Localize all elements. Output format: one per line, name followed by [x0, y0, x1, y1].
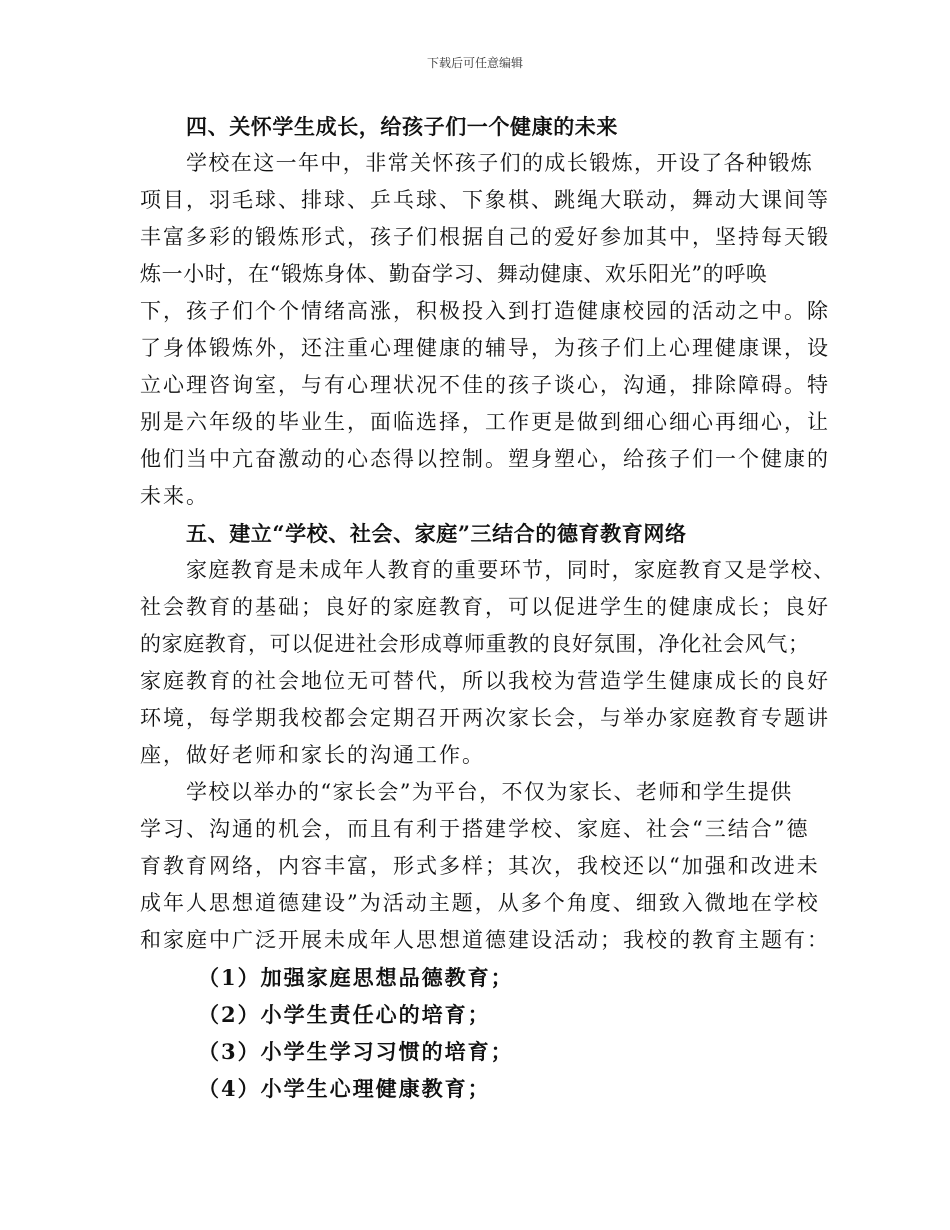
paragraph-line: 他们当中亢奋激动的心态得以控制。塑身塑心，给孩子们一个健康的 — [140, 447, 830, 471]
list-item: （2）小学生责任心的培育； — [198, 1002, 491, 1027]
paragraph-line: 座，做好老师和家长的沟通工作。 — [140, 743, 485, 767]
paragraph-line: 下，孩子们个个情绪高涨，积极投入到打造健康校园的活动之中。除 — [140, 299, 830, 323]
paragraph-line: 的家庭教育，可以促进社会形成尊师重教的良好氛围，净化社会风气； — [140, 632, 810, 656]
document-body — [140, 108, 836, 1107]
paragraph-line: 别是六年级的毕业生，面临选择，工作更是做到细心细心再细心，让 — [140, 410, 830, 434]
paragraph-line: 育教育网络，内容丰富，形式多样；其次，我校还以“加强和改进未 — [140, 854, 820, 878]
paragraph-line: 炼一小时，在“锻炼身体、勤奋学习、舞动健康、欢乐阳光”的呼唤 — [140, 262, 768, 286]
paragraph-line: 环境，每学期我校都会定期召开两次家长会，与举办家庭教育专题讲 — [140, 706, 830, 730]
paragraph-line: 学习、沟通的机会，而且有利于搭建学校、家庭、社会“三结合”德 — [140, 817, 810, 841]
paragraph-line: 立心理咨询室，与有心理状况不佳的孩子谈心，沟通，排除障碍。特 — [140, 373, 830, 397]
page-header: 下载后可任意编辑 — [426, 56, 523, 70]
paragraph-line: 学校以举办的“家长会”为平台，不仅为家长、老师和学生提供 — [186, 780, 793, 804]
paragraph-line: 社会教育的基础；良好的家庭教育，可以促进学生的健康成长；良好 — [140, 595, 830, 619]
paragraph-line: 项目，羽毛球、排球、乒乓球、下象棋、跳绳大联动，舞动大课间等 — [140, 188, 830, 212]
list-item: （4）小学生心理健康教育； — [198, 1076, 491, 1101]
section-4-heading: 四、关怀学生成长，给孩子们一个健康的未来 — [186, 114, 618, 139]
paragraph-line: 丰富多彩的锻炼形式，孩子们根据自己的爱好参加其中，坚持每天锻 — [140, 225, 830, 249]
paragraph-line: 家庭教育的社会地位无可替代，所以我校为营造学生健康成长的良好 — [140, 669, 830, 693]
list-item: （1）加强家庭思想品德教育； — [198, 965, 514, 990]
paragraph-line: 家庭教育是未成年人教育的重要环节，同时，家庭教育又是学校、 — [186, 558, 836, 582]
paragraph-line: 成年人思想道德建设”为活动主题，从多个角度、细致入微地在学校 — [140, 891, 820, 915]
paragraph-line: 未来。 — [140, 484, 209, 508]
paragraph-line: 了身体锻炼外，还注重心理健康的辅导，为孩子们上心理健康课，设 — [140, 336, 830, 360]
section-5-heading: 五、建立“学校、社会、家庭”三结合的德育教育网络 — [186, 521, 687, 546]
list-item: （3）小学生学习习惯的培育； — [198, 1039, 514, 1064]
paragraph-line: 学校在这一年中，非常关怀孩子们的成长锻炼，开设了各种锻炼 — [186, 151, 814, 175]
paragraph-line: 和家庭中广泛开展未成年人思想道德建设活动；我校的教育主题有： — [140, 928, 830, 952]
